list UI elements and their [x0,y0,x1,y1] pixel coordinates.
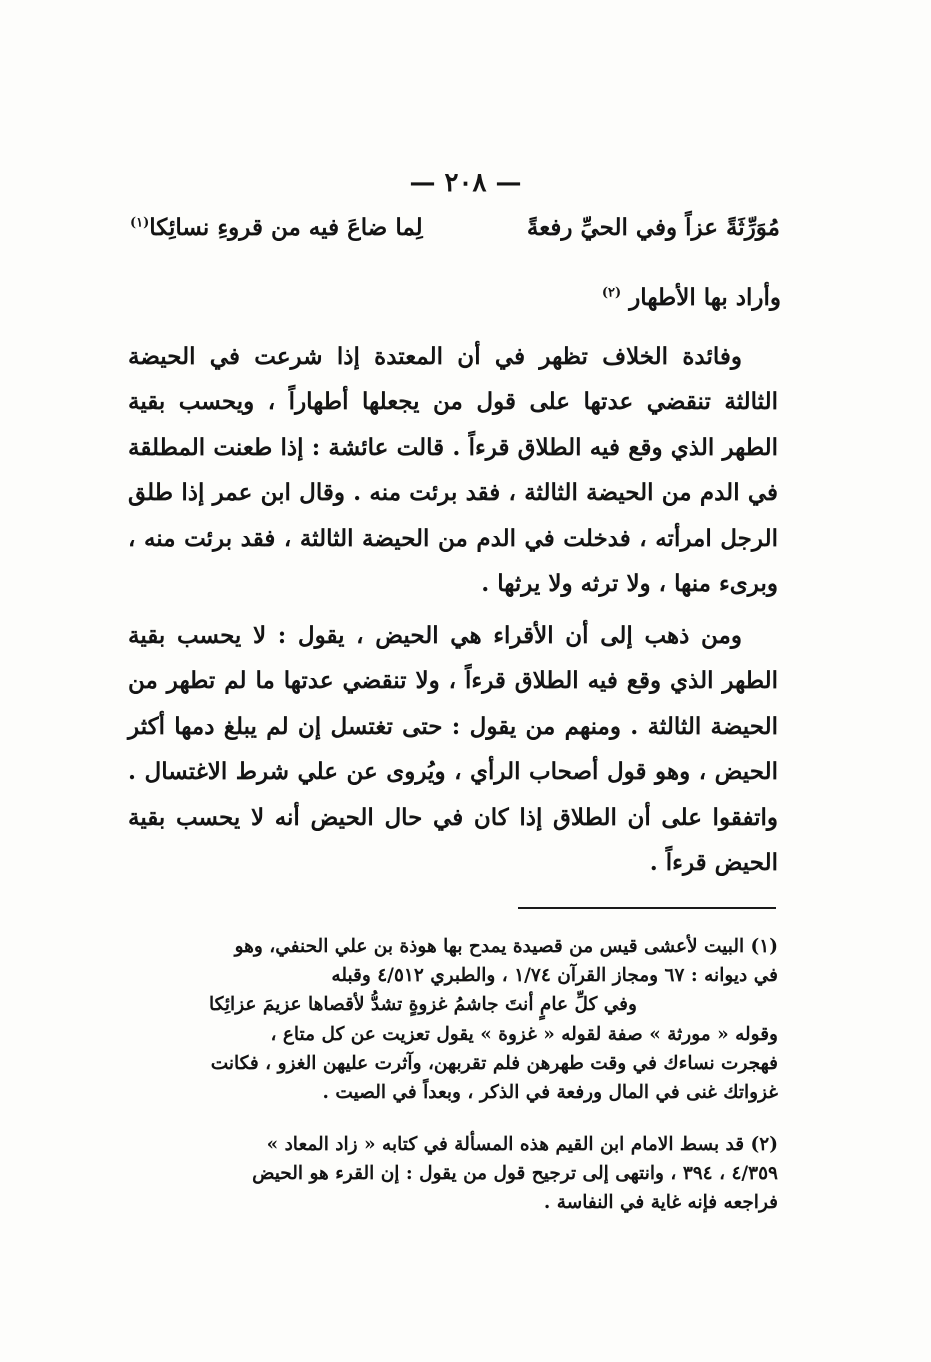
footnote-1-line-5: فهجرت نساءك في وقت طهرهن فلم تقربهن، وآثرت عليهن الغزو ، فكانت [210,1052,778,1074]
paragraph-2-line-1: ومن ذهب إلى أن الأقراء هي الحيض ، يقول : لا يحسب بقية [128,622,742,649]
paragraph-1-line-1: وفائدة الخلاف تظهر في أن المعتدة إذا شرعت في الحيضة الثالثة [128,343,778,416]
verse-second-hemistich-text: لِما ضاعَ فيه من قروءِ نسائِكا [149,214,423,241]
footnote-2-line-1: (٢) قد بسط الامام ابن القيم هذه المسألة في كتابه « زاد المعاد » [266,1134,778,1155]
paragraph-2-line-6: الحيض قرءاً . [649,849,778,877]
footnote-1-line-6: غزواتك غنى في المال ورفعة في الذكر ، وبعداً في الصيت . [322,1082,778,1104]
paragraph-1-line-3: فيه الطلاق قرءاً . قالت عائشة : إذا طعنت المطلقة في الدم من الحيضة [128,433,778,507]
paragraph-2-line-2: الطهر الذي وقع فيه الطلاق قرءاً ، ولا تنقضي عدتها ما لم تطهر من [128,667,778,695]
footnote-2 [128,1130,778,1218]
footnote-marker-1: (١) [130,215,150,231]
paragraph-2-line-4: الحيض ، وهو قول أصحاب الرأي ، ويُروى عن علي شرط الاغتسال . [128,758,778,786]
verse-first-hemistich-text: مُوَرِّثَةً عزاً وفي الحيِّ رفعةً [526,214,780,241]
footnote-marker-2: (٢) [601,285,622,301]
page-number: — ٢٠٨ — [409,168,522,198]
paragraph-1-line-4: الثالثة ، فقد برئت منه . وقال ابن عمر إذا طلق الرجل امرأته ، [128,479,778,552]
paragraph-1-line-5: فدخلت في الدم من الحيضة الثالثة ، فقد برئت منه ، وبرىء منها ، ولا [128,524,778,598]
paragraph-1-line-2: تنقضي عدتها على قول من يجعلها أطهاراً ، ويحسب بقية الطهر الذي وقع [128,388,778,461]
footnote-1-line-1: (١) البيت لأعشى قيس من قصيدة يمدح بها هوذة بن علي الحنفي، وهو [234,936,778,957]
footnote-2-line-3: فراجعه فإنه غاية في النفاسة . [543,1192,778,1214]
paragraph-2-line-3: الحيضة الثالثة . ومنهم من يقول : حتى تغتسل إن لم يبلغ دمها أكثر [128,712,778,740]
poetry-verse [130,214,780,258]
paragraph-difference-benefit [128,334,778,606]
footnote-1-line-2: في ديوانه : ٦٧ ومجاز القرآن ١/٧٤ ، والطبري ٤/٥١٢ وقبله [331,965,778,987]
footnote-1-verse: وفي كلِّ عامٍ أنتَ جاشمُ غزوةٍ تشدُّ لأقصاها عزيمَ عزائِكا [209,994,637,1016]
paragraph-1-line-6: ترثه ولا يرثها . [481,570,619,598]
verse-explanation-line [602,284,781,311]
paragraph-aqra-menses [128,613,778,885]
verse-explanation-text: وأراد بها الأطهار [629,284,781,311]
footnote-divider [518,907,776,909]
verse-first-hemistich [527,214,780,241]
footnote-1 [128,932,778,1107]
footnote-1-line-4: وقوله « مورثة » صفة لقوله « غزوة » يقول تعزيت عن كل متاع ، [270,1023,778,1045]
verse-second-hemistich [130,214,423,241]
paragraph-2-line-5: واتفقوا على أن الطلاق إذا كان في حال الحيض أنه لا يحسب بقية [128,803,778,831]
footnote-2-line-2: ٤/٣٥٩ ، ٣٩٤ ، وانتهى إلى ترجيح قول من يقول : إن القرء هو الحيض [252,1163,778,1185]
